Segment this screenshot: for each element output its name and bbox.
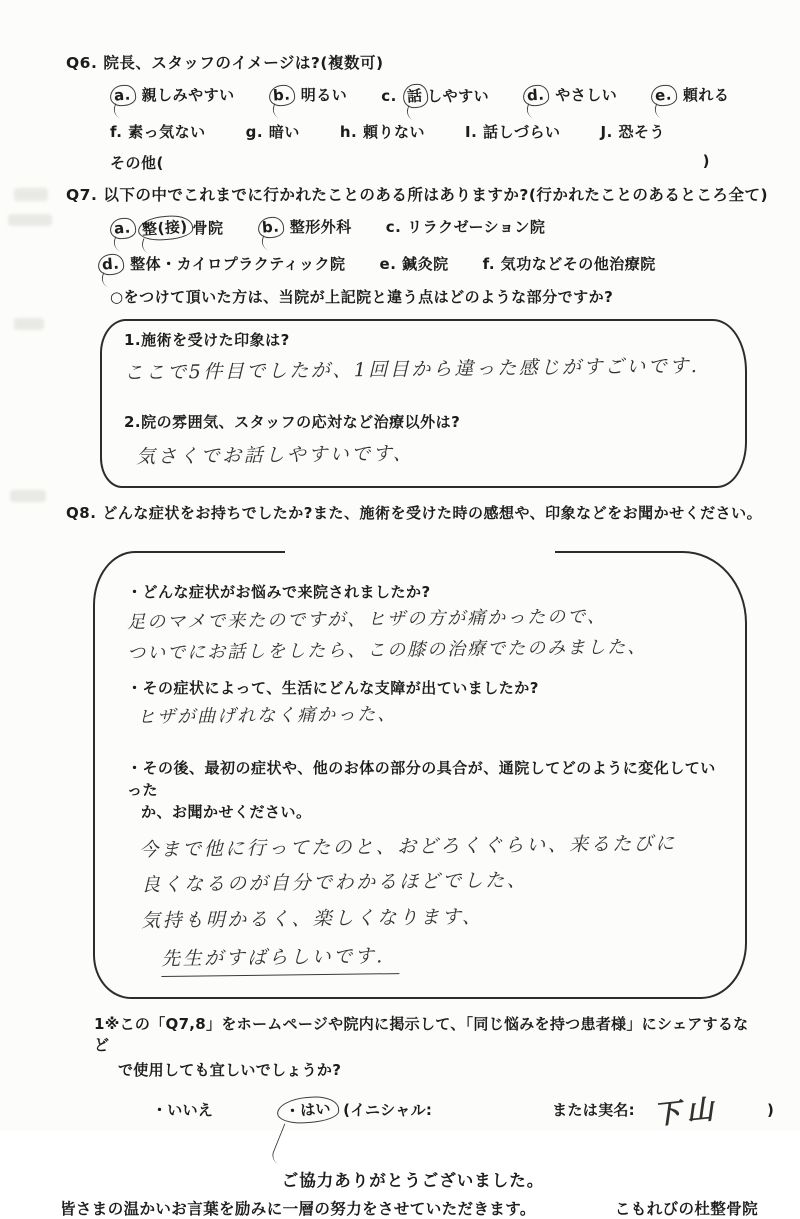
box-border-gap [285,550,555,556]
footer-thanks: ご協力ありがとうございました。 [281,1171,545,1190]
option-key: c. [381,87,397,105]
q7-options-row1 [110,216,760,240]
q6-option-f [110,121,206,142]
handwritten-answer: 良くなるのが自分でわかるほどでした、 [141,869,529,896]
q7-followup-question: ○をつけて頂いた方は、当院が上記院と違う点はどのような部分ですか? [110,288,614,306]
q8-number: Q8. [66,504,97,522]
option-label: 骨院 [192,219,224,237]
pen-circle-annotation [257,216,285,239]
q6-number: Q6. [66,54,98,72]
pen-circle-annotation [402,83,428,109]
option-label: リラクゼーション院 [407,218,546,236]
handwritten-answer: 足のマメで来たのですが、ヒザの方が痛かったので、 [127,606,607,633]
option-circled-word: 話 [405,86,423,106]
footer-line2 [60,1197,760,1219]
handwritten-answer: ヒザが曲げれなく痛かった、 [137,703,398,728]
option-label: 整体・カイロプラクティック院 [130,255,346,273]
option-key: e. [654,85,673,105]
option-key: d. [526,85,546,105]
option-key: a. [113,218,132,238]
option-key: a. [113,85,132,105]
q7-number: Q7. [66,186,98,204]
option-key: e. [379,255,397,273]
consent-option-yes: ・はい [284,1098,332,1121]
q7-box-question-1: 1.施術を受けた印象は? [124,331,290,349]
q6-other-label: その他( [110,154,164,172]
option-label: 親しみやすい [141,86,235,104]
option-label: 恐そう [618,123,666,141]
pen-circle-annotation [137,214,193,242]
question-q6 [66,52,760,173]
pen-circle-annotation [97,253,125,276]
q6-question [66,52,760,75]
option-label: しやすい [427,87,490,105]
q6-option-g [246,121,300,142]
q6-question-text: 院長、スタッフのイメージは?(複数可) [103,54,384,72]
q8-box-question-2: ・その症状によって、生活にどんな支障が出ていましたか? [127,679,539,697]
q7-option-e [380,253,449,274]
option-key: h. [339,123,358,141]
pen-circle-annotation [651,84,678,107]
q8-question-text: どんな症状をお持ちでしたか?また、施術を受けた時の感想や、印象などをお聞かせください。 [102,504,763,522]
q6-other-row [110,152,710,173]
option-label: 素っ気ない [128,123,206,141]
pen-circle-annotation [276,1094,340,1124]
option-label: 頼りない [362,123,425,141]
q6-option-j [601,121,666,142]
handwritten-signature: 下山 [651,1093,721,1132]
q6-option-b [269,84,348,106]
q8-question [66,502,763,525]
option-key: b. [260,217,280,237]
q7-option-d [98,253,346,275]
q6-option-e [651,84,729,106]
q7-box-question-2: 2.院の雰囲気、スタッフの応対など治療以外は? [124,413,461,431]
q6-option-h [340,121,425,142]
q7-options-row2 [101,253,760,275]
option-label: 鍼灸院 [402,255,449,273]
q6-options-row1 [110,84,760,108]
question-q7 [66,184,769,488]
option-key: I. [464,123,478,141]
pen-circle-annotation [109,84,136,107]
pen-circle-annotation [268,84,296,107]
option-label: やさしい [555,86,618,104]
pen-circle-annotation [522,84,550,107]
option-key: g. [245,123,264,141]
consent-line2: で使用しても宜しいでしょうか? [118,1061,342,1079]
q6-option-c [381,84,489,108]
consent-options [152,1090,775,1132]
pen-circle-annotation [109,217,136,240]
option-label: 明るい [300,86,348,104]
consent-section [94,1013,775,1132]
option-key: f. [110,123,123,141]
q7-option-f [483,253,656,274]
consent-realname-label: または実名: [552,1101,635,1119]
q8-box-question-3: ・その後、最初の症状や、他のお体の部分の具合が、通院してどのように変化していった [127,759,716,799]
q6-option-a [110,84,235,106]
clinic-name: こもれびの杜整骨院 [614,1200,758,1218]
option-key: b. [271,85,291,105]
option-key: J. [600,123,613,141]
q7-option-c [386,216,546,237]
q7-option-a [110,216,224,240]
option-key: c. [385,218,402,236]
handwritten-answer-underlined: 先生がすばらしいです. [161,944,721,977]
q7-question [66,184,769,207]
option-label: 話しづらい [483,123,561,141]
q7-option-b [258,216,352,238]
q7-question-text: 以下の中でこれまでに行かれたことのある所はありますか?(行かれたことのあるところ全て) [103,186,769,204]
option-label: 暗い [268,123,300,141]
footer-message: 皆さまの温かいお言葉を励みに一層の努力をさせていただきます。 [60,1200,536,1218]
option-label: 気功などその他治療院 [500,255,656,273]
consent-line1: 1※この「Q7,8」をホームページや院内に掲示して、「同じ悩みを持つ患者様」にシェアするなど [94,1015,749,1054]
consent-close-paren: ) [766,1100,775,1119]
option-key: d. [101,254,121,274]
consent-initial-label: (イニシャル: [343,1101,433,1119]
q8-answer-box [93,551,747,999]
q6-other-close-paren: ) [702,152,710,170]
option-label: 整形外科 [289,218,352,236]
handwritten-answer: ついでにお話しをしたら、この膝の治療でたのみました、 [127,636,648,664]
q6-option-d [523,84,617,106]
q8-box-question-3-cont: か、お聞かせください。 [141,803,312,821]
handwritten-answer: 今まで他に行ってたのと、おどろくぐらい、来るたびに [139,832,677,861]
q7-answer-box [100,319,747,488]
option-key: f. [482,255,496,273]
q8-box-question-1: ・どんな症状がお悩みで来院されましたか? [127,583,431,601]
option-circled-word: 整(接) [141,217,189,239]
handwritten-answer: 気持も明かるく、楽しくなります、 [141,905,484,932]
question-q8 [66,502,763,999]
option-label: 頼れる [682,86,730,104]
q6-options-row2 [110,121,760,142]
footer [60,1167,760,1219]
consent-option-no: ・いいえ [152,1101,214,1119]
handwritten-answer: ここで5件目でしたが、1回目から違った感じがすごいです. [124,354,700,384]
handwritten-answer: 気さくでお話しやすいです、 [136,442,415,468]
q6-option-i [465,121,561,142]
